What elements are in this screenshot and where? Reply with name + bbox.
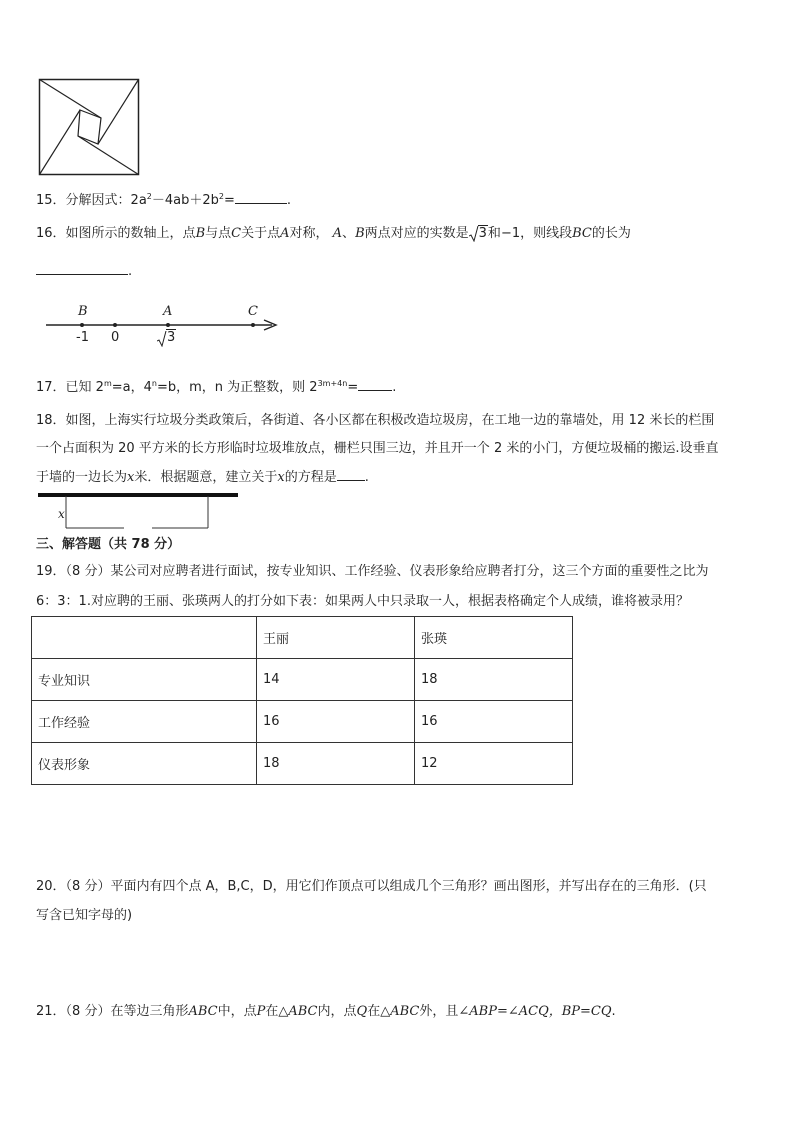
numberline-label-b: B (78, 304, 88, 319)
table-cell: 16 (257, 701, 415, 743)
question-18-line3 (36, 468, 369, 487)
q16-sqrt (469, 225, 488, 243)
q15-exp1: 2 (146, 192, 152, 201)
q16-text-d: 对称， (289, 226, 329, 241)
q16-point-a2: A (332, 226, 343, 241)
q16-point-c: C (231, 226, 242, 241)
numberline-label-c: C (248, 304, 258, 319)
q21-point-q: Q (356, 1004, 368, 1019)
q18-answer-blank (337, 468, 365, 481)
q19-line2: 6：3：1.对应聘的王丽、张瑛两人的打分如下表：如果两人中只录取一人，根据表格确定个人成绩，谁将被录用？ (36, 594, 689, 609)
score-table (31, 616, 573, 785)
q21-text-e: 在 (367, 1004, 381, 1019)
table-cell: 专业知识 (32, 659, 257, 701)
q17-text-c: =b，m，n 为正整数，则 2 (156, 380, 318, 395)
point-a-dot (166, 323, 170, 327)
q16-point-a: A (280, 226, 290, 241)
question-20-line1 (36, 878, 707, 896)
q21-text-d: 内，点 (317, 1004, 357, 1019)
question-16 (36, 225, 631, 243)
point-b-dot (80, 323, 84, 327)
question-15 (36, 188, 291, 210)
q17-answer-blank (358, 378, 392, 391)
q17-exp-m: m (103, 379, 112, 388)
q20-line2: 写含已知字母的) (36, 908, 133, 923)
q17-text-a: 已知 2 (65, 380, 104, 395)
table-cell: 18 (257, 743, 415, 785)
table-row (32, 743, 573, 785)
q21-end: . (611, 1004, 616, 1019)
q18-var-x2: x (277, 470, 285, 485)
pinwheel-square-figure (38, 78, 140, 176)
section-3-heading: 三、解答题（共 78 分） (36, 537, 181, 552)
point-c-dot (251, 323, 255, 327)
question-21 (36, 1003, 616, 1021)
q18-line3-c: 的方程是 (284, 470, 337, 485)
q16-sqrt-value: 3 (478, 226, 487, 241)
q21-text-c: 在 (265, 1004, 279, 1019)
q17-text-b: =a，4 (111, 380, 152, 395)
table-cell: 仪表形象 (32, 743, 257, 785)
q19-line1: （8 分）某公司对应聘者进行面试，按专业知识、工作经验、仪表形象给应聘者打分，这三个方面的重要性之比为 (65, 564, 709, 579)
table-cell: 工作经验 (32, 701, 257, 743)
question-17 (36, 375, 396, 397)
q18-number: 18． (36, 413, 66, 428)
numberline-tick-sqrt3 (157, 330, 176, 345)
q16-point-b2: B (355, 226, 365, 241)
table-header-cell: 王丽 (257, 617, 415, 659)
q17-exp-3m4n: 3m+4n (317, 379, 348, 388)
q21-abc: ABC (188, 1004, 218, 1019)
q16-number: 16． (36, 226, 66, 241)
q16-text-c: 关于点 (241, 226, 281, 241)
table-cell: 12 (415, 743, 573, 785)
q16-point-b: B (195, 226, 206, 241)
question-19-line1 (36, 563, 708, 581)
q21-triangle-1: △ABC (278, 1004, 318, 1019)
q18-line2: 一个占面积为 20 平方米的长方形临时垃圾堆放点，栅栏只围三边，并且开一个 2 米的小门，方便垃圾桶的搬运.设垂直 (36, 441, 719, 456)
fence-figure (36, 490, 242, 532)
q15-mid: －4ab＋2b (151, 193, 219, 208)
origin-dot (113, 323, 117, 327)
q16-answer-blank (36, 262, 128, 275)
q16-text-g: ，则线段 (520, 226, 573, 241)
q18-line3-a: 于墙的一边长为 (36, 470, 128, 485)
q15-exp2: 2 (218, 192, 224, 201)
q18-line3-b: 米．根据题意，建立关于 (134, 470, 278, 485)
q21-text-b: 中，点 (217, 1004, 257, 1019)
table-row (32, 659, 573, 701)
question-18-line2 (36, 440, 718, 458)
q16-end: . (128, 264, 133, 279)
table-header-cell: 张瑛 (415, 617, 573, 659)
numberline-sqrt3-value: 3 (167, 330, 176, 345)
q15-number: 15． (36, 193, 66, 208)
q16-text-f: 和 (487, 226, 501, 241)
q16-text-a: 如图所示的数轴上，点 (65, 226, 196, 241)
q15-eq: = (224, 193, 235, 208)
q21-number: 21． (36, 1004, 66, 1019)
question-19-line2 (36, 593, 689, 611)
table-row (32, 701, 573, 743)
q21-triangle-2: △ABC (380, 1004, 420, 1019)
q16-answer-line (36, 262, 132, 281)
fence-label-x: x (58, 507, 65, 521)
q16-text-b: 与点 (205, 226, 232, 241)
q15-answer-blank (235, 191, 287, 204)
q16-text-h: 的长为 (591, 226, 631, 241)
numberline-label-a: A (163, 304, 173, 319)
table-cell: 16 (415, 701, 573, 743)
q18-line1: 如图，上海实行垃圾分类政策后，各街道、各小区都在积极改造垃圾房，在工地一边的靠墙处，用 12 米长的栏围 (65, 413, 715, 428)
table-cell: 18 (415, 659, 573, 701)
q19-number: 19． (36, 564, 66, 579)
q17-end: . (392, 380, 397, 395)
q20-line1: （8 分）平面内有四个点 A，B,C，D，用它们作顶点可以组成几个三角形？画出图形，并写出存在的三角形．(只 (65, 879, 707, 894)
question-20-line2 (36, 907, 132, 925)
q16-sep: 、 (342, 226, 356, 241)
table-header-cell (32, 617, 257, 659)
q18-end: . (364, 470, 369, 485)
question-18-line1 (36, 412, 714, 430)
q16-text-e: 两点对应的实数是 (364, 226, 469, 241)
q21-condition: ∠ABP=∠ACQ，BP=CQ (458, 1004, 612, 1019)
q15-end: . (286, 193, 292, 208)
q16-segment-bc: BC (572, 226, 592, 241)
q21-text-f: 外，且 (419, 1004, 459, 1019)
q17-text-d: = (347, 380, 359, 395)
q18-var-x: x (127, 470, 135, 485)
q21-point-p: P (256, 1004, 266, 1019)
q21-text-a: （8 分）在等边三角形 (65, 1004, 189, 1019)
q20-number: 20． (36, 879, 66, 894)
q17-number: 17． (36, 380, 66, 395)
table-cell: 14 (257, 659, 415, 701)
table-header-row (32, 617, 573, 659)
numberline-tick-neg1: -1 (76, 330, 89, 345)
q16-neg-one: −1 (500, 226, 521, 241)
q17-exp-n: n (151, 379, 157, 388)
q15-text: 分解因式：2a (65, 193, 147, 208)
numberline-tick-0: 0 (111, 330, 120, 345)
